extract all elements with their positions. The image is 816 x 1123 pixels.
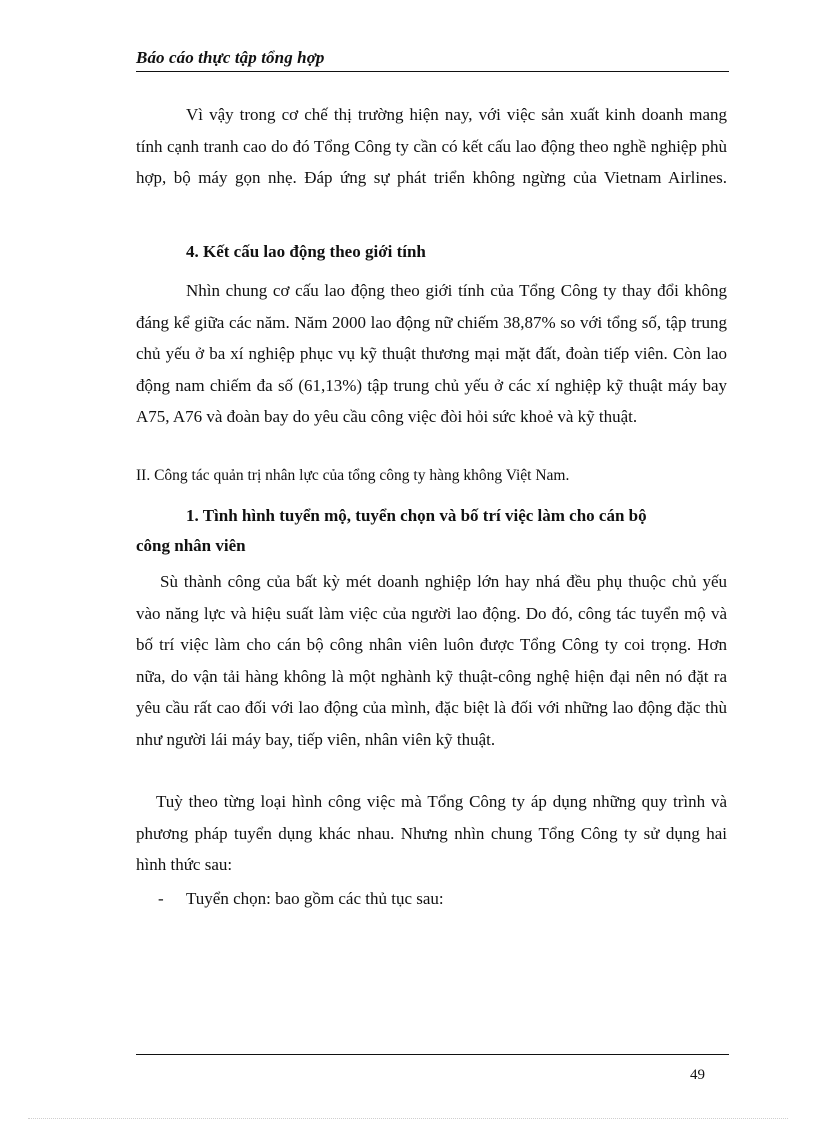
bullet-selection-procedures: Tuyển chọn: bao gồm các thủ tục sau:: [186, 889, 444, 908]
heading-recruitment-line-1: 1. Tình hình tuyển mộ, tuyển chọn và bố trí việc làm cho cán bộ: [186, 506, 647, 525]
paragraph-gender-structure: Nhìn chung cơ cấu lao động theo giới tính của Tổng Công ty thay đổi không đáng kể giữa các năm. Năm 2000 lao động nữ chiếm 38,87% so với tổng số, tập trung chủ yếu ở ba xí nghiệp phục vụ kỹ thuật thương mại mặt đất, đoàn tiếp viên. Còn lao động nam chiếm đa số (61,13%) tập trung chủ yếu ở các xí nghiệp kỹ thuật máy bay A75, A76 và đoàn bay do yêu cầu công việc đòi hỏi sức khoẻ và kỹ thuật.: [136, 281, 727, 426]
running-header-title: Báo cáo thực tập tổng hợp: [136, 48, 325, 67]
page-edge-divider: [28, 1118, 788, 1119]
heading-recruitment-line-2: công nhân viên: [136, 536, 246, 555]
footer-rule: [136, 1054, 729, 1055]
paragraph-recruitment-methods: Tuỳ theo từng loại hình công việc mà Tổng Công ty áp dụng những quy trình và phương pháp tuyển dụng khác nhau. Nhưng nhìn chung Tổng Công ty sử dụng hai hình thức sau:: [136, 792, 727, 874]
bullet-marker: -: [158, 889, 164, 908]
page-number: 49: [690, 1067, 705, 1083]
paragraph-labor-structure-conclusion: Vì vậy trong cơ chế thị trường hiện nay, với việc sản xuất kinh doanh mang tính cạnh tranh cao do đó Tổng Công ty cần có kết cấu lao động theo nghề nghiệp phù hợp, bộ máy gọn nhẹ. Đáp ứng sự phát triển không ngừng của Vietnam Airlines.: [136, 105, 727, 187]
section-heading-ii: II. Công tác quản trị nhân lực của tổng công ty hàng không Việt Nam.: [136, 467, 570, 484]
header-rule: [136, 71, 729, 72]
heading-gender-structure: 4. Kết cấu lao động theo giới tính: [186, 242, 426, 261]
paragraph-recruitment-importance: Sù thành công của bất kỳ mét doanh nghiệp lớn hay nhá đều phụ thuộc chủ yếu vào năng lực và hiệu suất làm việc của người lao động. Do đó, công tác tuyển mộ và bố trí việc làm cho cán bộ công nhân viên luôn được Tổng Công ty coi trọng. Hơn nữa, do vận tải hàng không là một nghành kỹ thuật-công nghệ hiện đại nên nó đặt ra yêu cầu rất cao đối với lao động của mình, đặc biệt là đối với những lao động đặc thù như người lái máy bay, tiếp viên, nhân viên kỹ thuật.: [136, 572, 727, 749]
